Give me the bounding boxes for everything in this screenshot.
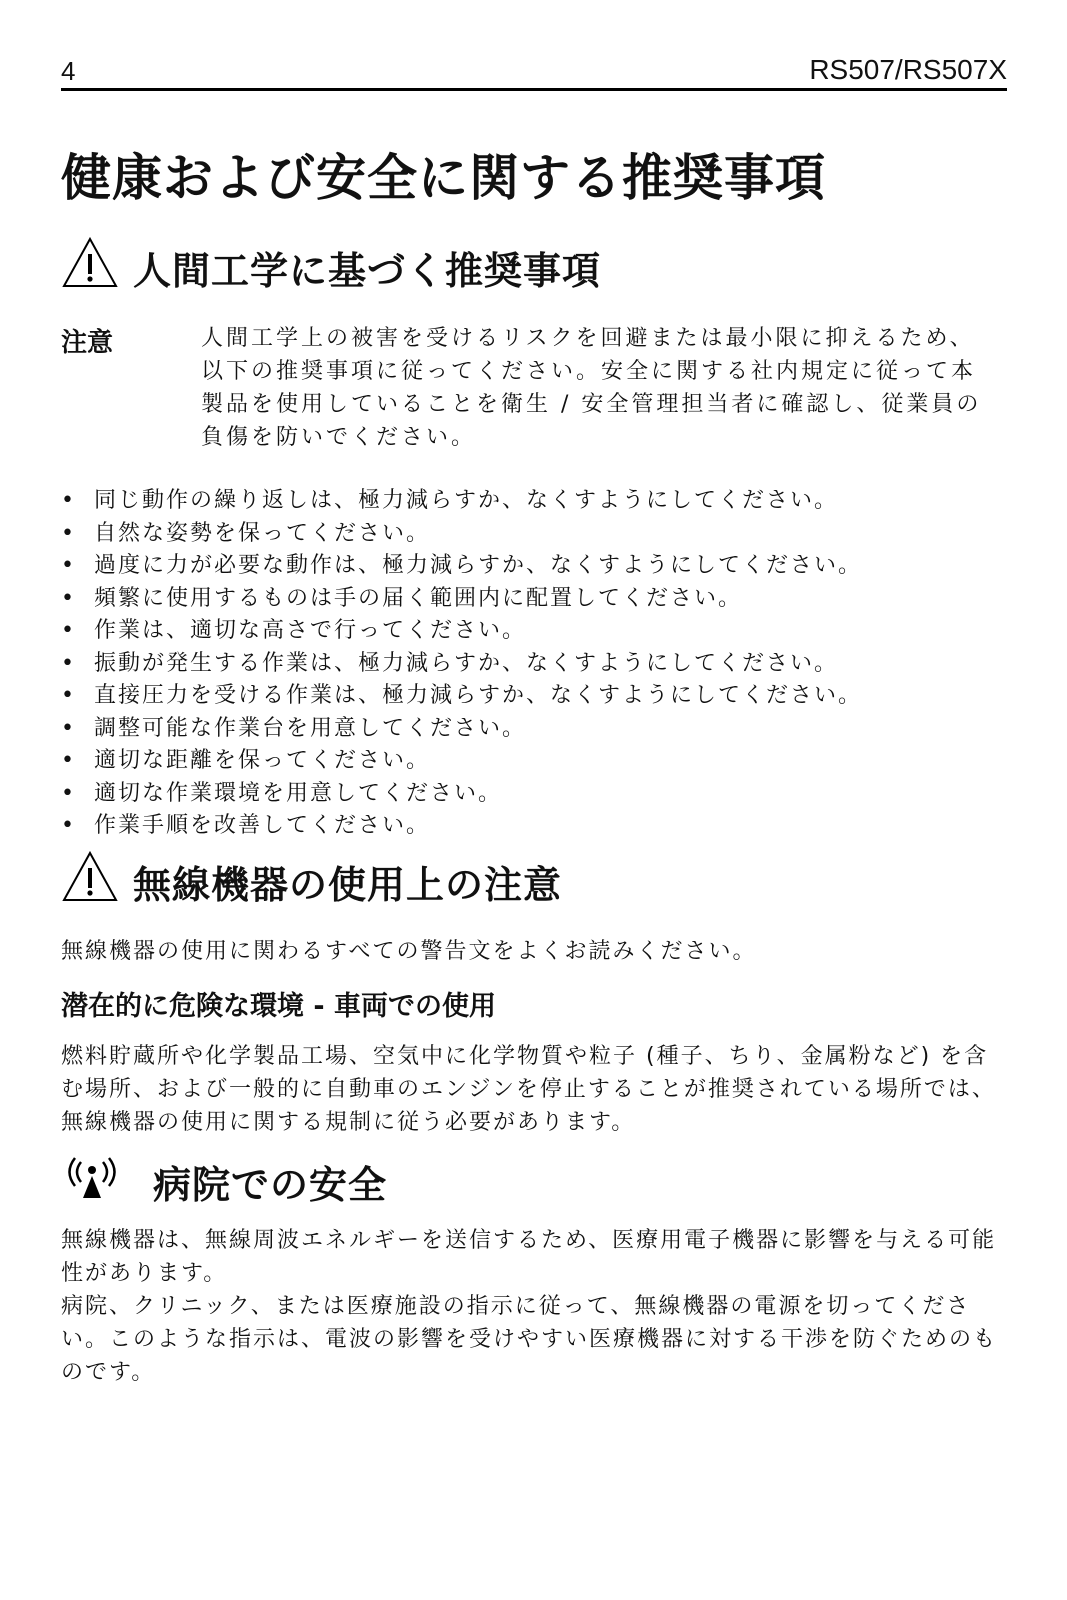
hospital-heading	[61, 1152, 1007, 1212]
caution-text: 人間工学上の被害を受けるリスクを回避または最小限に抑えるため、以下の推奨事項に従ってください。安全に関する社内規定に従って本製品を使用していることを衛生 / 安全管理担当者に確認し、従業員の負傷を防いでください。	[201, 326, 982, 450]
list-item: • 過度に力が必要な動作は、極力減らすか、なくすようにしてください。	[61, 553, 863, 578]
list-item: • 頻繁に使用するものは手の届く範囲内に配置してください。	[61, 585, 743, 611]
list-item: • 直接圧力を受ける作業は、極力減らすか、なくすようにしてください。	[61, 683, 863, 708]
model-name: RS507/RS507X	[809, 54, 1007, 85]
wireless-heading	[61, 850, 1007, 910]
caution-label: 注意	[61, 328, 114, 358]
list-item: • 振動が発生する作業は、極力減らすか、なくすようにしてください。	[61, 650, 839, 676]
list-item: • 作業は、適切な高さで行ってください。	[61, 618, 527, 643]
hospital-title: 病院での安全	[153, 1163, 388, 1207]
list-item: • 適切な距離を保ってください。	[61, 748, 431, 773]
page-header	[61, 52, 1007, 91]
list-item: • 作業手順を改善してください。	[61, 813, 431, 838]
page-title: 健康および安全に関する推奨事項	[61, 149, 826, 207]
ergonomics-list	[61, 485, 862, 843]
list-item: • 同じ動作の繰り返しは、極力減らすか、なくすようにしてください。	[61, 488, 839, 513]
page-number: 4	[61, 56, 76, 86]
list-item: • 自然な姿勢を保ってください。	[61, 520, 431, 546]
wireless-title: 無線機器の使用上の注意	[133, 863, 563, 907]
hazard-text: 燃料貯蔵所や化学製品工場、空気中に化学物質や粒子 (種子、ちり、金属粉など) を含む場所、および一般的に自動車のエンジンを停止することが推奨されている場所では、無線機器の使用に関する規制に従う必要があります。	[61, 1044, 996, 1135]
warning-triangle-icon	[61, 850, 119, 904]
hospital-para-2: 病院、クリニック、または医療施設の指示に従って、無線機器の電源を切ってください。このような指示は、電波の影響を受けやすい医療機器に対する干渉を防ぐためのものです。	[61, 1294, 998, 1385]
list-item: • 適切な作業環境を用意してください。	[61, 780, 503, 806]
hazard-subtitle: 潜在的に危険な環境 - 車両での使用	[61, 991, 497, 1022]
wireless-intro: 無線機器の使用に関わるすべての警告文をよくお読みください。	[61, 939, 757, 964]
ergonomics-heading	[61, 236, 1007, 296]
hospital-para-1: 無線機器は、無線周波エネルギーを送信するため、医療用電子機器に影響を与える可能性があります。	[61, 1228, 997, 1286]
list-item: • 調整可能な作業台を用意してください。	[61, 715, 527, 741]
ergonomics-title: 人間工学に基づく推奨事項	[133, 249, 602, 293]
radio-wave-icon	[61, 1152, 123, 1202]
warning-triangle-icon	[61, 236, 119, 290]
